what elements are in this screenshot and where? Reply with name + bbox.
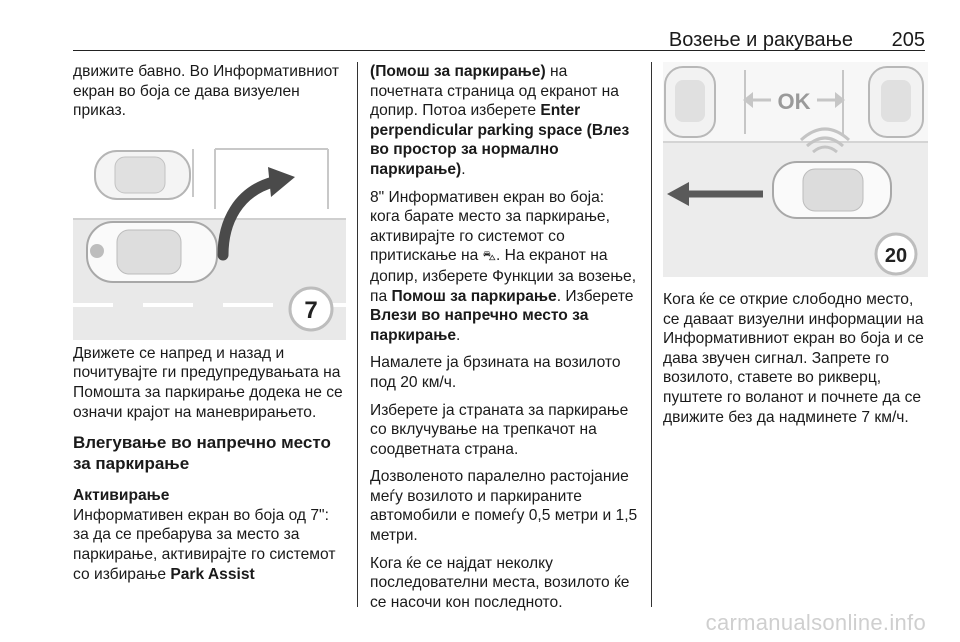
bold-term: Park Assist [170,565,255,583]
bold-term: Помош за паркирање [391,287,557,305]
column-divider [651,62,652,607]
column-divider [357,62,358,607]
section-heading: Влегување во напречно место за паркирање [73,433,331,474]
text-fragment: . На екранот на допир, изберете Функции за возење, па [370,247,637,305]
parked-car-left [665,67,715,137]
watermark: carmanualsonline.info [705,610,926,635]
parking-illustration-20 [663,62,928,277]
bold-term: Enter perpendicular parking space (Влез во простор за нормално паркирање) [370,102,630,178]
paragraph: на почетната страница од екранот на допир. Потоа изберете [370,63,619,120]
figure-number: 7 [304,297,318,324]
figure-number: 20 [884,245,908,267]
paragraph: движите бавно. Во Информативниот екран во боја се дава визуелен приказ. [73,63,340,120]
column-3 [663,290,928,435]
text-fragment: . [461,160,466,178]
paragraph: Намалете ја брзината на возилото под 20 км/ч. [370,354,621,391]
paragraph: Изберете ја страната за паркирање со вклучување на трепкачот на соодветната страна. [370,401,629,458]
paragraph: Движете се напред и назад и почитувајте ги предупредувањата на Помошта за паркирање додека не се означи крајот на маневрирањето. [73,344,343,421]
column-2 [370,62,638,620]
ok-label: OK [777,89,811,114]
parking-illustration-7 [73,137,346,340]
moving-car [87,222,217,282]
paragraph: 8" Информативен екран во боја: кога барате место за паркирање, активирајте го системот со притискање на [370,188,610,265]
paragraph: Кога ќе се открие слободно место, се даваат визуелни информации на Информативниот екран во боја и се дава звучен сигнал. Запрете го возилото, ставете во рикверц, пуштете го воланот и почнете да се движите без да надминете 7 км/ч. [663,291,924,426]
parking-assist-icon: ⛍ [482,249,497,265]
text-fragment: . Изберете [556,287,634,305]
moving-car [773,162,891,218]
parked-car [95,151,190,199]
bold-term: (Помош за паркирање) [370,63,546,80]
parked-car-right [869,67,923,137]
paragraph: Кога ќе се најдат неколку последователни места, возилото ќе се насочи кон последното. [370,554,630,611]
page-header [73,0,925,51]
paragraph: Дозволеното паралелно растојание меѓу возилото и паркираните автомобили е помеѓу 0,5 метри и 1,5 метри. [370,468,638,545]
minor-heading: Активирање [73,487,170,505]
text-fragment: . [456,326,461,344]
page-title: Возење и ракување [668,29,853,51]
page-number: 205 [891,29,925,51]
bold-term: Влези во напречно место за паркирање [370,307,589,344]
paragraph: Информативен екран во боја од 7": за да се пребарува за место за паркирање, активирајте го системот со избирање [73,506,336,583]
